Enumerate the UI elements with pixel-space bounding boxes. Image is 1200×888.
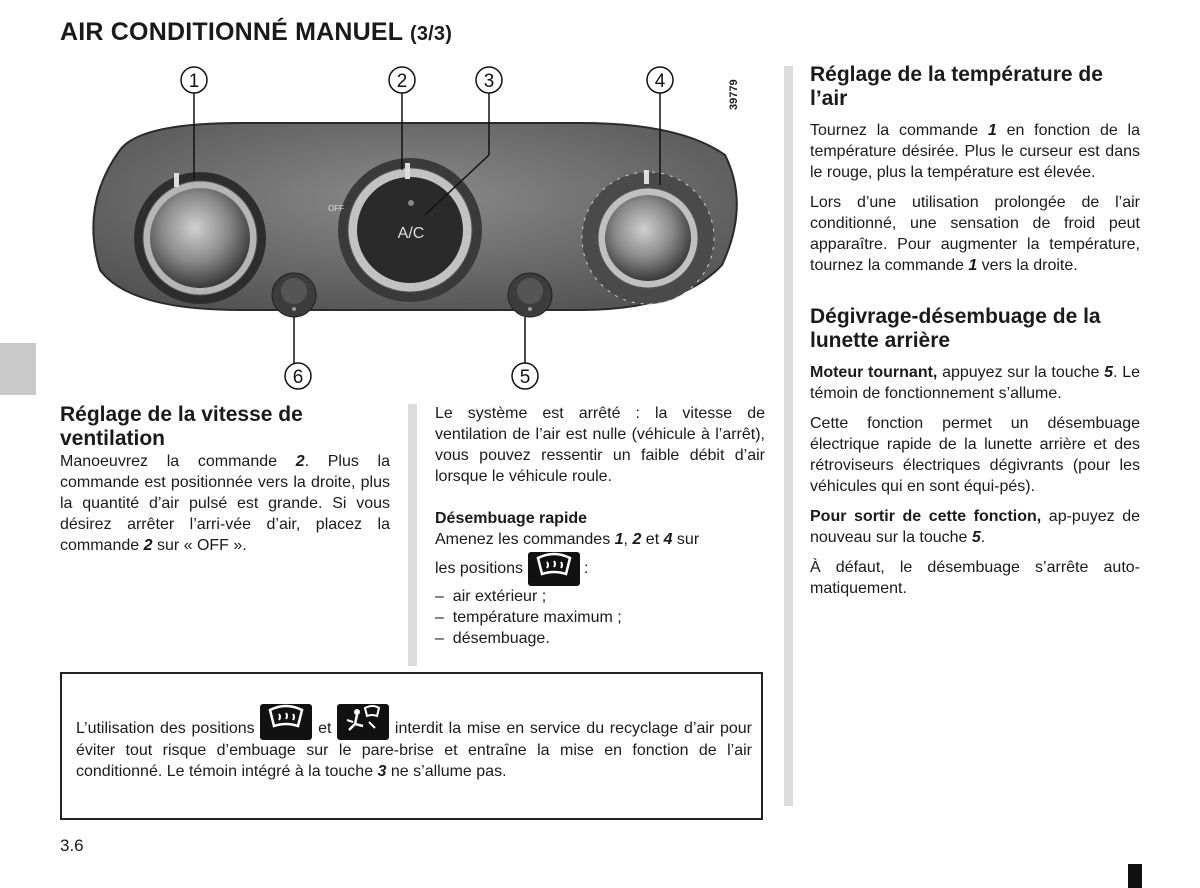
control-panel-figure	[60, 55, 760, 400]
callout-3: 3	[483, 71, 495, 92]
recirculation-led	[292, 307, 296, 311]
rear-defrost-led	[528, 307, 532, 311]
rear-defrost-paragraph-1: Moteur tournant, appuyez sur la touche 5. Le témoin de fonctionnement s’allume.	[810, 364, 1141, 402]
knob-4-marker	[644, 170, 649, 184]
note-box	[60, 672, 763, 820]
windshield-defrost-icon	[528, 552, 580, 586]
list-item: – air extérieur ;	[435, 586, 765, 607]
rear-defrost-paragraph-3: Pour sortir de cette fonction, ap-puyez de nouveau sur la touche 5.	[810, 508, 1140, 546]
page-title	[60, 18, 452, 47]
ventilation-paragraph: Manoeuvrez la commande 2. Plus la commande est positionnée vers la droite, plus la quantité d’air pulsé est grande. Si vous désirez arrêter l’arri-vée d’air, placez la commande 2 sur « OFF ».	[60, 453, 390, 554]
corner-mark	[1128, 864, 1142, 888]
feet-defrost-icon	[337, 704, 389, 740]
positions-list	[435, 586, 765, 649]
knob-1-temperature[interactable]	[150, 188, 250, 288]
right-bar	[784, 66, 793, 806]
knob-4-air-distribution[interactable]	[605, 195, 691, 281]
title-main: AIR CONDITIONNÉ MANUEL	[60, 18, 403, 46]
callout-1: 1	[188, 71, 200, 92]
rear-defrost-heading: Dégivrage-désembuage de la lunette arrière	[810, 305, 1101, 352]
callout-5: 5	[519, 367, 531, 388]
temperature-section	[810, 63, 1140, 599]
ventilation-heading: Réglage de la vitesse de ventilation	[60, 403, 303, 450]
rear-defrost-icon	[517, 278, 543, 304]
middle-bar	[408, 404, 417, 666]
callout-2: 2	[396, 71, 408, 92]
list-item: – désembuage.	[435, 628, 765, 649]
positions-line: les positions :	[435, 552, 765, 586]
list-item: – température maximum ;	[435, 607, 765, 628]
knob-1-marker	[174, 173, 179, 187]
temperature-paragraph-1: Tournez la commande 1 en fonction de la température désirée. Plus le curseur est dans le rouge, plus la température est élevée.	[810, 122, 1140, 181]
title-suffix: (3/3)	[409, 23, 453, 45]
rear-defrost-paragraph-4: À défaut, le désembuage s’arrête auto-matiquement.	[810, 559, 1140, 597]
chapter-tab	[0, 343, 36, 395]
ac-indicator	[408, 200, 414, 206]
ac-label: A/C	[397, 225, 425, 242]
system-section	[435, 403, 765, 649]
rear-defrost-paragraph-2: Cette fonction permet un désembuage électrique rapide de la lunette arrière et des rétroviseurs électriques dégivrants (pour les véhicules qui en sont équi-pés).	[810, 415, 1140, 495]
temperature-paragraph-2: Lors d’une utilisation prolongée de l’air conditionné, une sensation de froid peut apparaître. Pour augmenter la température, tournez la commande 1 vers la droite.	[810, 194, 1140, 274]
callout-6: 6	[292, 367, 304, 388]
quick-defog-paragraph: Amenez les commandes 1, 2 et 4 sur	[435, 531, 700, 548]
quick-defog-heading: Désembuage rapide	[435, 510, 588, 527]
page-number: 3.6	[60, 836, 84, 855]
ventilation-section	[60, 403, 390, 556]
note-text: L’utilisation des positions et interdit la mise en service du recyclage d’air pour éviter tout risque d’embuage sur le pare-brise et entraîne la mise en fonction de l’air conditionné. Le témoin intégré à la touche 3 ne s’allume pas.	[76, 718, 752, 782]
figure-code: 39779	[728, 79, 740, 110]
off-label: OFF	[328, 204, 344, 213]
recirculation-icon	[281, 278, 307, 304]
callout-4: 4	[654, 71, 666, 92]
knob-2-marker	[405, 163, 410, 179]
system-paragraph: Le système est arrêté : la vitesse de ventilation de l’air est nulle (véhicule à l’arrêt), vous pouvez ressentir un faible débit d’air lorsque le véhicule roule.	[435, 405, 765, 485]
temperature-heading: Réglage de la température de l’air	[810, 63, 1103, 110]
windshield-defrost-icon	[260, 704, 312, 740]
